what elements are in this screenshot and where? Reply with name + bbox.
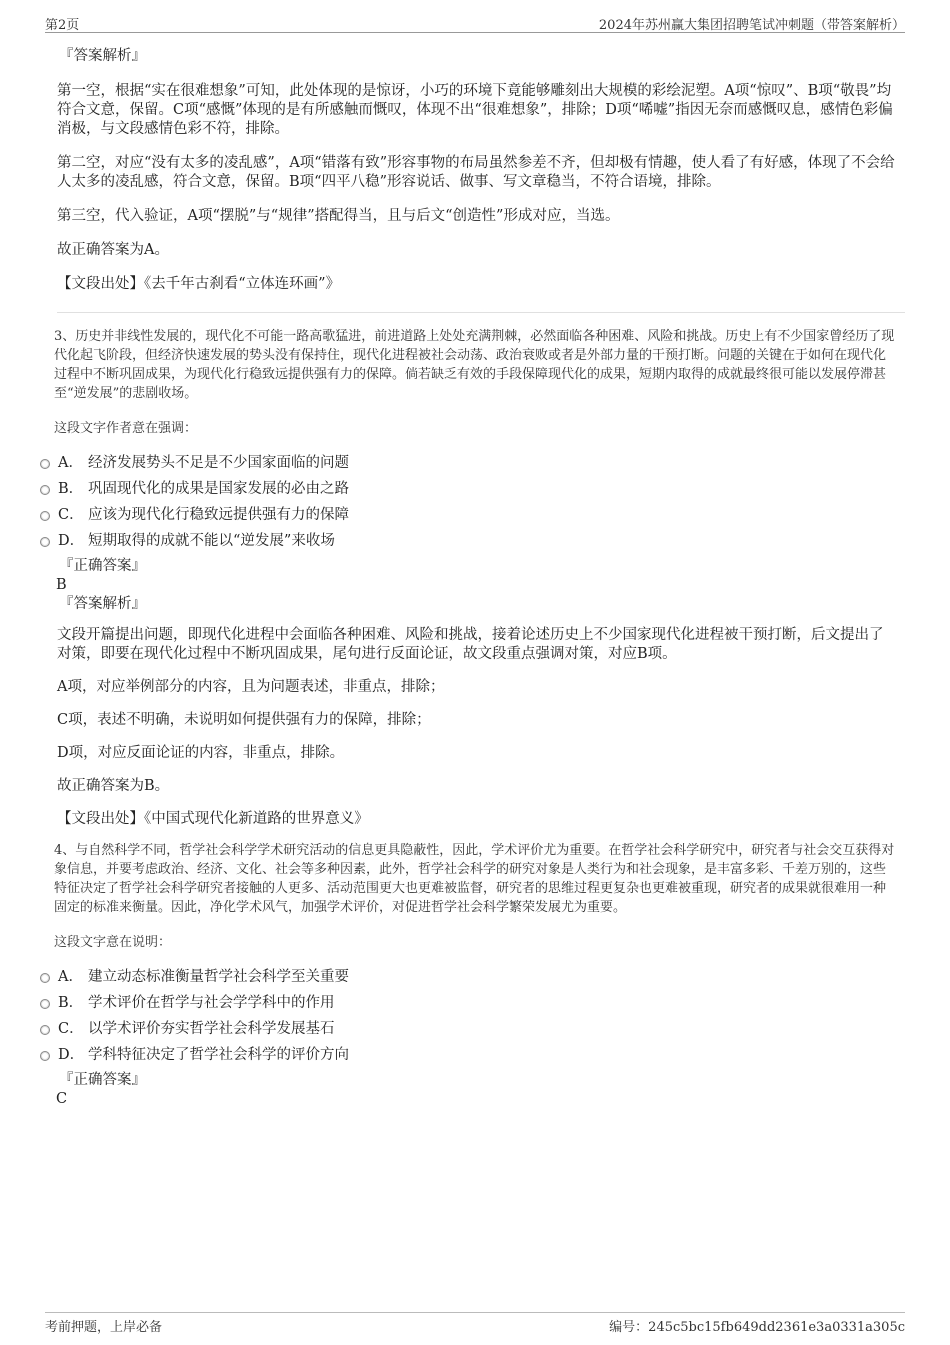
radio-button[interactable] (40, 999, 50, 1009)
question-3-options (0, 450, 905, 554)
question-3-stem: 3、历史并非线性发展的，现代化不可能一路高歌猛进，前进道路上处处充满荆棘，必然面临各种困难、风险和挑战。历史上有不少国家曾经历了现代化起飞阶段，但经济快速发展的势头没有保持住，现代化进程被社会动荡、政治衰败或者是外部力量的干预打断。问题的关键在于如何在现代化过程中不断巩固成果，为现代化行稳致远提供强有力的保障。倘若缺乏有效的手段保障现代化的成果，短期内取得的成就最终很可能以发展停滞甚至“逆发展”的悲剧收场。 (54, 329, 895, 401)
option-text: 巩固现代化的成果是国家发展的必由之路 (88, 481, 349, 497)
option-text: 应该为现代化行稳致远提供强有力的保障 (88, 507, 349, 523)
radio-button[interactable] (40, 973, 50, 983)
radio-button[interactable] (40, 459, 50, 469)
analysis-paragraph: C项，表述不明确，未说明如何提供强有力的保障，排除； (57, 712, 431, 728)
analysis-paragraph: D项，对应反面论证的内容，非重点，排除。 (57, 745, 345, 761)
analysis-paragraph: 第一空，根据“实在很难想象”可知，此处体现的是惊讶，小巧的环境下竟能够雕刻出大规模的彩绘泥塑。A项“惊叹”、B项“敬畏”均符合文意，保留。C项“感慨”体现的是有所感触而慨叹，体现不出“很难想象”，排除；D项“唏嘘”指因无奈而感慨叹息，感情色彩偏消极，与文段感情色彩不符，排除。 (57, 83, 893, 137)
option-text: 学术评价在哲学与社会学学科中的作用 (88, 995, 335, 1011)
radio-button[interactable] (40, 1025, 50, 1035)
option-a[interactable] (0, 964, 905, 990)
document-id: 编号：245c5bc15fb649dd2361e3a0331a305c (609, 1320, 905, 1335)
radio-button[interactable] (40, 485, 50, 495)
radio-button[interactable] (40, 1051, 50, 1061)
page-number: 第2页 (45, 18, 80, 33)
page-footer (45, 1312, 905, 1335)
page-header (45, 12, 905, 33)
option-label: B． (58, 995, 84, 1011)
option-label: C． (58, 1021, 84, 1037)
option-a[interactable] (0, 450, 905, 476)
option-b[interactable] (0, 990, 905, 1016)
correct-answer: B (56, 577, 67, 593)
option-text: 经济发展势头不足是不少国家面临的问题 (88, 455, 349, 471)
answer-conclusion: 故正确答案为B。 (57, 778, 170, 794)
correct-answer-label: 『正确答案』 (59, 558, 146, 574)
answer-conclusion: 故正确答案为A。 (57, 242, 169, 258)
analysis-paragraph: 第二空，对应“没有太多的凌乱感”，A项“错落有致”形容事物的布局虽然参差不齐，但却极有情趣，使人看了有好感，体现了不会给人太多的凌乱感，符合文意，保留。B项“四平八稳”形容说话、做事、写文章稳当，不符合语境，排除。 (57, 155, 895, 190)
option-label: D． (58, 1047, 85, 1063)
analysis-paragraph: 第三空，代入验证，A项“摆脱”与“规律”搭配得当，且与后文“创造性”形成对应，当选。 (57, 208, 620, 224)
source-citation: 【文段出处】《中国式现代化新道路的世界意义》 (57, 811, 369, 827)
option-text: 建立动态标准衡量哲学社会科学至关重要 (88, 969, 349, 985)
option-text: 以学术评价夯实哲学社会科学发展基石 (88, 1021, 335, 1037)
correct-answer-label: 『正确答案』 (59, 1072, 146, 1088)
option-text: 学科特征决定了哲学社会科学的评价方向 (88, 1047, 349, 1063)
option-text: 短期取得的成就不能以“逆发展”来收场 (88, 533, 335, 549)
source-citation: 【文段出处】《去千年古刹看“立体连环画”》 (57, 276, 341, 292)
question-4-stem: 4、与自然科学不同，哲学社会科学学术研究活动的信息更具隐蔽性，因此，学术评价尤为重要。在哲学社会科学研究中，研究者与社会交互获得对象信息，并要考虑政治、经济、文化、社会等多种因素，此外，哲学社会科学的研究对象是人类行为和社会现象，是丰富多彩、千差万别的，这些特征决定了哲学社会科学研究者接触的人更多、活动范围更大也更难被监督，研究者的思维过程更复杂也更难被重现，研究者的成果就很难用一种固定的标准来衡量。因此，净化学术风气，加强学术评价，对促进哲学社会科学繁荣发展尤为重要。 (54, 843, 895, 915)
correct-answer: C (56, 1091, 68, 1107)
option-label: A． (58, 455, 83, 471)
option-label: B． (58, 481, 84, 497)
radio-button[interactable] (40, 537, 50, 547)
option-label: C． (58, 507, 84, 523)
document-body (54, 44, 905, 1108)
question-3-prompt: 这段文字作者意在强调： (54, 421, 198, 436)
analysis-label: 『答案解析』 (59, 596, 146, 612)
footer-slogan: 考前押题，上岸必备 (45, 1320, 163, 1335)
question-4-prompt: 这段文字意在说明： (54, 935, 172, 950)
radio-button[interactable] (40, 511, 50, 521)
option-b[interactable] (0, 476, 905, 502)
option-label: D． (58, 533, 85, 549)
analysis-paragraph: A项，对应举例部分的内容，且为问题表述，非重点，排除； (57, 679, 445, 695)
question-divider (57, 312, 905, 313)
analysis-paragraph: 文段开篇提出问题，即现代化进程中会面临各种困难、风险和挑战，接着论述历史上不少国家现代化进程被干预打断，后文提出了对策，即要在现代化过程中不断巩固成果，尾句进行反面论证，故文段重点强调对策，对应B项。 (57, 627, 884, 662)
option-label: A． (58, 969, 83, 985)
document-title: 2024年苏州赢大集团招聘笔试冲刺题（带答案解析） (598, 18, 905, 33)
option-d[interactable] (0, 1042, 905, 1068)
option-d[interactable] (0, 528, 905, 554)
analysis-label: 『答案解析』 (59, 48, 146, 64)
option-c[interactable] (0, 502, 905, 528)
question-4-options (0, 964, 905, 1068)
option-c[interactable] (0, 1016, 905, 1042)
